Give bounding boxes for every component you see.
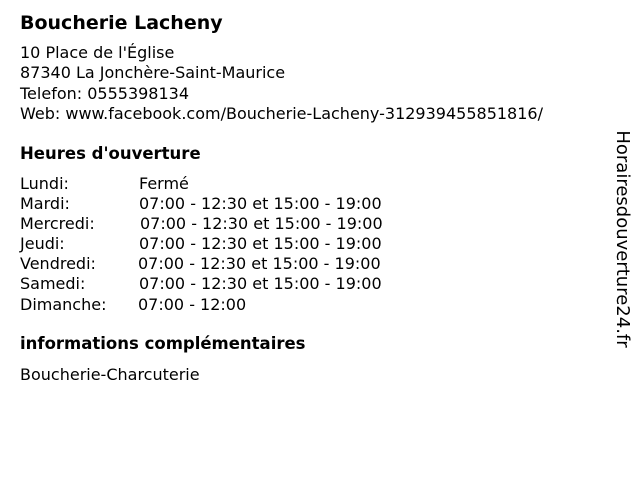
web-link[interactable]: Web: www.facebook.com/Boucherie-Lacheny-312939455851816/	[20, 103, 543, 123]
day-label: Jeudi:	[20, 234, 65, 254]
hours-row-thursday	[20, 234, 440, 254]
address-line-1: 10 Place de l'Église	[20, 43, 175, 62]
address-line-2: 87340 La Jonchère-Saint-Maurice	[20, 63, 286, 83]
hours-value: 07:00 - 12:30 et 15:00 - 19:00	[139, 234, 382, 254]
hours-value: 07:00 - 12:30 et 15:00 - 19:00	[140, 214, 383, 234]
hours-value: 07:00 - 12:30 et 15:00 - 19:00	[138, 254, 381, 274]
day-label: Dimanche:	[20, 294, 107, 314]
hours-value: 07:00 - 12:30 et 15:00 - 19:00	[139, 194, 382, 214]
hours-row-tuesday	[20, 194, 440, 214]
hours-row-sunday	[20, 295, 440, 315]
hours-value: 07:00 - 12:00	[138, 294, 247, 314]
opening-hours-heading: Heures d'ouverture	[20, 144, 201, 163]
hours-value: Fermé	[139, 174, 189, 193]
day-label: Mercredi:	[20, 214, 95, 234]
additional-info-heading: informations complémentaires	[20, 334, 306, 353]
hours-row-friday	[20, 254, 440, 274]
business-info	[20, 43, 543, 124]
day-label: Vendredi:	[20, 254, 96, 274]
category-text: Boucherie-Charcuterie	[20, 365, 200, 384]
day-label: Samedi:	[20, 274, 86, 294]
day-label: Lundi:	[20, 174, 69, 193]
opening-hours-table	[20, 174, 440, 315]
site-watermark: Horairesdouverture24.fr	[612, 130, 633, 348]
business-name: Boucherie Lacheny	[20, 12, 223, 34]
hours-row-monday	[20, 174, 440, 194]
hours-row-wednesday	[20, 214, 440, 234]
hours-value: 07:00 - 12:30 et 15:00 - 19:00	[139, 274, 382, 294]
day-label: Mardi:	[20, 194, 70, 214]
hours-row-saturday	[20, 274, 440, 294]
phone-line: Telefon: 0555398134	[20, 83, 190, 103]
